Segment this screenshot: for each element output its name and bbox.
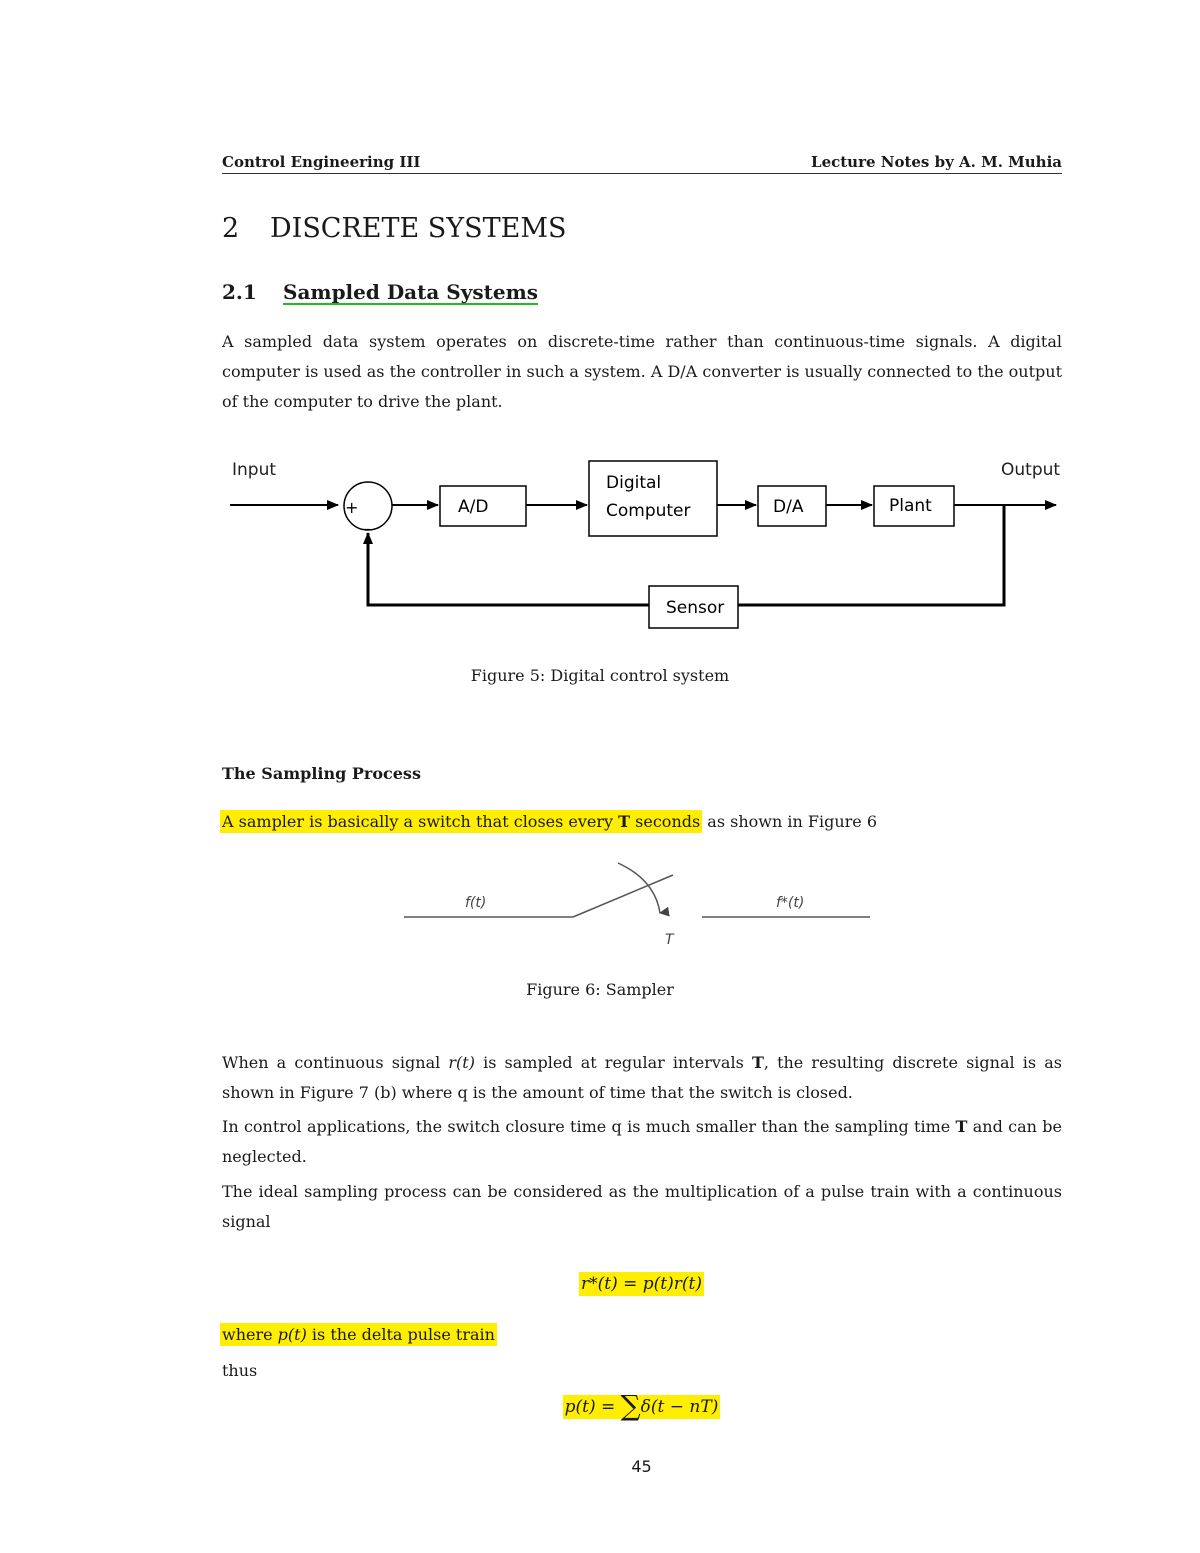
- equation1-text: r*(t) = p(t)r(t): [581, 1274, 702, 1294]
- figure6-caption: Figure 6: Sampler: [526, 980, 674, 999]
- running-header-left: Control Engineering III: [222, 153, 421, 171]
- p1-text-a: When a continuous signal: [222, 1053, 449, 1072]
- sampling-heading: The Sampling Process: [222, 764, 421, 783]
- sampler-text-b: seconds: [630, 812, 701, 831]
- equation-sampled-signal: [0, 1274, 1200, 1294]
- input-label: Input: [232, 460, 277, 480]
- da-label: D/A: [773, 497, 804, 517]
- section-title: [222, 213, 567, 244]
- where-text-b: is the delta pulse train: [306, 1325, 495, 1344]
- subsection-number: 2.1: [222, 280, 257, 304]
- p1-text-c: , the resulting discrete signal is as shown in Figure 7 (b) where q is the amount of time that the switch is closed.: [222, 1053, 1062, 1102]
- section-title-text: DISCRETE SYSTEMS: [270, 213, 567, 244]
- sensor-label: Sensor: [666, 598, 725, 618]
- input-signal-label: f(t): [465, 895, 487, 911]
- where-p: p(t): [277, 1325, 307, 1344]
- equation2-highlight: [563, 1389, 721, 1422]
- switch-arm: [573, 875, 673, 917]
- plus-sign: +: [345, 498, 359, 517]
- where-text-a: where: [222, 1325, 278, 1344]
- period-label: T: [665, 932, 674, 948]
- equation2-lhs: p(t) =: [564, 1397, 621, 1417]
- p2-text-a: In control applications, the switch closure time q is much smaller than the sampling time: [222, 1117, 956, 1136]
- intro-paragraph: A sampled data system operates on discrete-time rather than continuous-time signals. A digital computer is used as the controller in such a system. A D/A converter is usually connected to the output of the computer to drive the plant.: [222, 332, 1062, 411]
- switch-rotation-arrow: [618, 863, 660, 913]
- paragraph-sampling: [222, 1048, 1062, 1108]
- where-highlight: [220, 1323, 497, 1346]
- p1-text-b: is sampled at regular intervals: [474, 1053, 752, 1072]
- ad-label: A/D: [458, 497, 489, 517]
- minus-sign: _: [362, 511, 370, 530]
- subsection-title-text: Sampled Data Systems: [283, 280, 538, 304]
- running-header-right: Lecture Notes by A. M. Muhia: [811, 153, 1062, 171]
- where-line: [220, 1325, 497, 1344]
- output-signal-label: f*(t): [776, 895, 805, 911]
- header-rule: [222, 173, 1062, 174]
- feedback-line-left: [368, 533, 649, 605]
- subsection-title: [222, 280, 538, 304]
- equation-pulse-train: [0, 1389, 1200, 1422]
- summation-symbol: ∑: [620, 1389, 641, 1422]
- sampler-sentence: [220, 812, 877, 831]
- sampler-diagram: [380, 855, 900, 955]
- sampler-highlight: [220, 810, 702, 833]
- section-number: 2: [222, 213, 240, 244]
- sampler-T: T: [618, 812, 631, 831]
- paragraph-ideal: The ideal sampling process can be considered as the multiplication of a pulse train with a continuous signal: [222, 1182, 1062, 1231]
- digital-control-diagram: [0, 440, 1200, 650]
- p2-T: T: [955, 1117, 968, 1136]
- figure5-caption: Figure 5: Digital control system: [470, 666, 730, 685]
- page-number: 45: [631, 1457, 652, 1476]
- output-label: Output: [1001, 460, 1061, 480]
- digital-label: Digital: [606, 473, 662, 493]
- computer-label: Computer: [606, 501, 691, 521]
- equation2-rhs: δ(t − nT): [640, 1397, 719, 1417]
- paragraph-closure: [222, 1112, 1062, 1172]
- p1-signal: r(t): [448, 1053, 475, 1072]
- p1-T: T: [751, 1053, 764, 1072]
- sampler-text-rest: as shown in Figure 6: [702, 812, 878, 831]
- p2-text-b: and can be neglected.: [222, 1117, 1062, 1166]
- sampler-text-a: A sampler is basically a switch that closes every: [222, 812, 619, 831]
- plant-label: Plant: [889, 496, 932, 516]
- thus-text: thus: [222, 1361, 258, 1380]
